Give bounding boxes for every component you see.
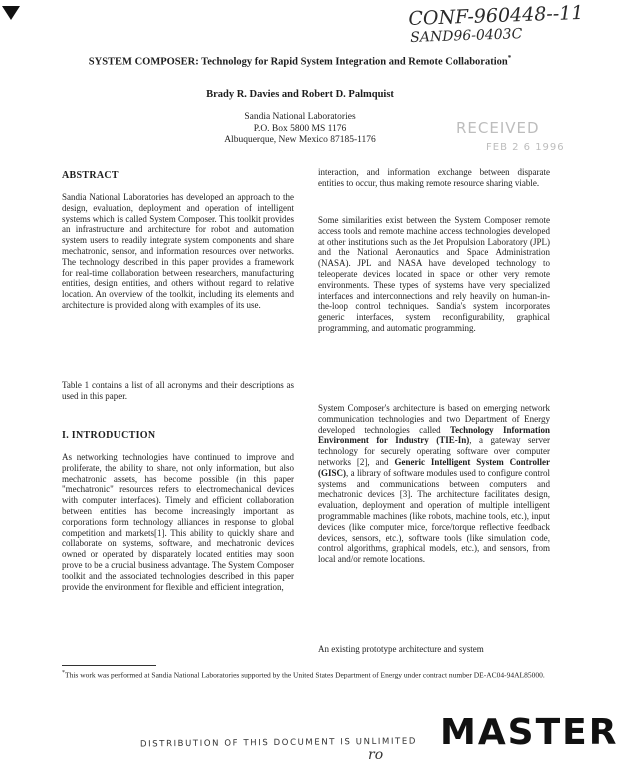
distribution-statement: DISTRIBUTION OF THIS DOCUMENT IS UNLIMITED: [139, 736, 417, 750]
prototype-paragraph: An existing prototype architecture and system: [318, 644, 484, 654]
introduction-heading: I. INTRODUCTION: [62, 430, 156, 441]
sand-number-handwritten: SAND96-0403C: [410, 26, 523, 46]
footnote: [62, 669, 552, 680]
handwritten-page-mark: ro: [368, 747, 384, 763]
footnote-mark: *: [62, 670, 65, 676]
architecture-section: [318, 403, 550, 565]
title-text: SYSTEM COMPOSER: Technology for Rapid System Integration and Remote Collaboration: [88, 56, 508, 68]
acronym-note: [62, 380, 294, 402]
acronym-paragraph: Table 1 contains a list of all acronyms and their descriptions as used in this paper.: [62, 380, 294, 401]
footnote-divider: [62, 665, 156, 666]
architecture-text-a: System Composer's architecture is based on emerging network communication technologies and two Department of Energy developed technologies called: [318, 403, 550, 435]
received-stamp: RECEIVED: [456, 119, 540, 137]
architecture-text-c: , a library of software modules used to configure control systems and communications between computers and mechatronic devices [3]. The architecture facilitates design, evaluation, deployment and operation of multiple intelligent programmable machines (like robots, machine tools, etc.), input devices (like computer mice, force/torque reflective feedback devices, sensors, etc.), software tools (like simulation code, control algorithms, graphical models, etc.), and sensors, from local and/or remote locations.: [318, 467, 550, 565]
abstract-heading: ABSTRACT: [62, 170, 119, 181]
similarities-paragraph: Some similarities exist between the System Composer remote access tools and remote machine access technologies developed at other institutions such as the Jet Propulsion Laboratory (JPL) and the National Aeronautics and Space Administration (NASA). JPL and NASA have developed technology to teleoperate devices located in space or other very remote environments. These types of systems have very specialized interfaces and interconnections and rely heavily on human-in-the-loop control techniques. Sandia's system incorporates generic interfaces, system reconfigurability, graphical programming, and automatic programming.: [318, 215, 550, 333]
architecture-text-b: , a gateway server technology for securely operating software over computer networks [2], and: [318, 435, 550, 467]
continuation-paragraph: interaction, and information exchange between disparate entities to occur, thus making remote resource sharing viable.: [318, 167, 550, 188]
conf-number-handwritten: CONF-960448--11: [408, 1, 584, 30]
prototype-section: [318, 644, 550, 655]
corner-registration-mark: [2, 6, 20, 20]
authors: Brady R. Davies and Robert D. Palmquist: [206, 89, 394, 100]
footnote-text: This work was performed at Sandia National Laboratories supported by the United States Department of Energy under contract number DE-AC04-94AL85000.: [65, 670, 545, 680]
master-stamp: MASTER: [440, 712, 618, 753]
affiliation-line-1: Sandia National Laboratories: [244, 112, 356, 122]
paper-title: [60, 52, 540, 69]
abstract-paragraph: Sandia National Laboratories has developed an approach to the design, evaluation, deployment and operation of intelligent systems which is called System Composer. This toolkit provides an infrastructure and architecture for robot and automation system users to readily integrate system components and share mechatronic, sensor, and information resources over networks. The technology described in this paper provides a framework for real-time collaboration between researchers, manufacturing entities, design entities, and others without regard to relative location. An overview of the toolkit, including its elements and architecture is provided along with examples of its use.: [62, 192, 294, 310]
affiliation-line-3: Albuquerque, New Mexico 87185-1176: [224, 135, 376, 145]
abstract-body: [62, 192, 294, 311]
affiliation-line-2: P.O. Box 5800 MS 1176: [253, 123, 347, 134]
tie-in-term: Technology Information Environment for Industry (TIE-In): [318, 424, 550, 446]
title-footnote-mark: *: [507, 54, 512, 62]
introduction-paragraph: As networking technologies have continued to improve and proliferate, the ability to share, not only information, but also mechatronic assets, has become possible (in this paper "mechatronic" resources refers to electromechanical devices with computer interfaces). Timely and efficient collaboration between entities has become increasingly important as corporations form technology alliances in response to global competition and markets[1]. This ability to quickly share and collaborate on systems, software, and mechatronic devices owned or operated by disparately located entities may soon prove to be a crucial business advantage. The System Composer toolkit and the associated technologies described in this paper provide the environment for flexible and efficient integration,: [62, 452, 294, 592]
affiliation: [150, 112, 450, 147]
right-column-continuation: [318, 167, 550, 189]
similarities-section: [318, 215, 550, 334]
gisc-term: Generic Intelligent System Controller (GISC): [318, 456, 550, 478]
received-date-stamp: FEB 2 6 1996: [486, 142, 565, 153]
introduction-body: [62, 452, 294, 592]
architecture-paragraph: [318, 403, 550, 565]
